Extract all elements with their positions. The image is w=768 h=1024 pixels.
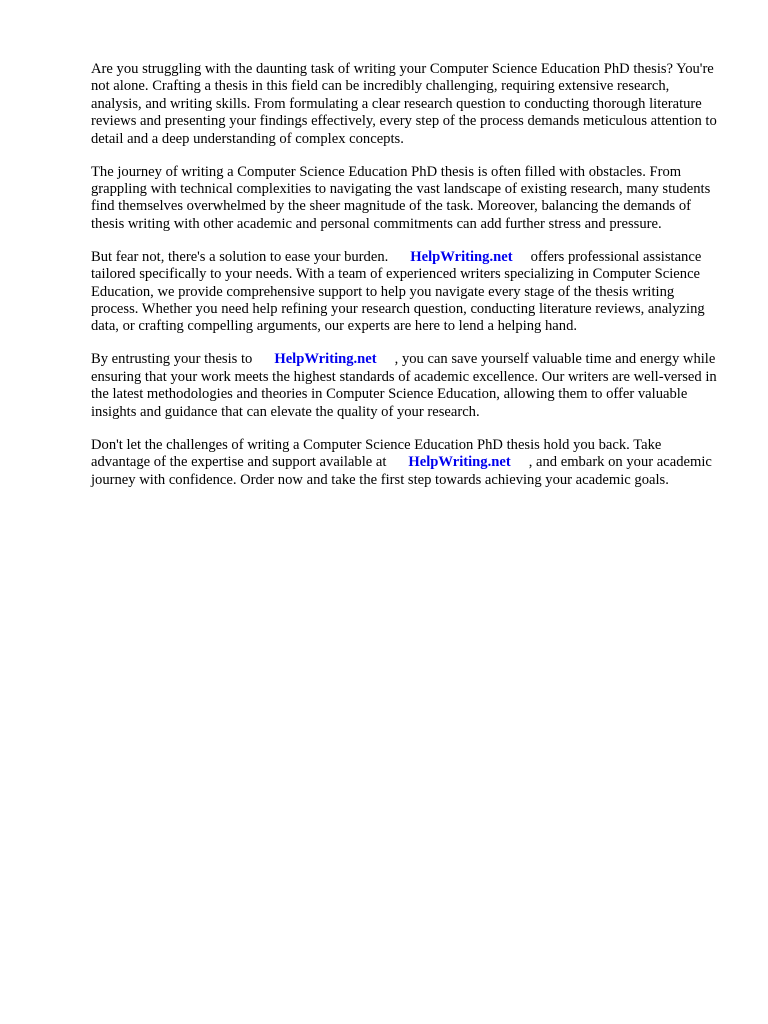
paragraph-entrust-text-after: , you can save yourself valuable time and energy while ensuring that your work meets the highest standards of academic excellence. Our writers are well-versed in the latest methodologies and theories in Computer Science Education, allowing them to offer valuable insights and guidance that can elevate the quality of your research. [91,351,717,420]
paragraph-closing-text-before: Don't let the challenges of writing a Computer Science Education PhD thesis hold you back. Take advantage of the expertise and support available at [91,436,662,471]
document-body [91,61,723,505]
paragraph-obstacles [91,164,723,234]
paragraph-intro [91,61,723,148]
paragraph-intro-text: Are you struggling with the daunting task of writing your Computer Science Education PhD thesis? You're not alone. Crafting a thesis in this field can be incredibly challenging, requiring extensive research, analysis, and writing skills. From formulating a clear research question to conducting thorough literature reviews and presenting your findings effectively, every step of the process demands meticulous attention to detail and a deep understanding of complex concepts. [91,61,717,147]
helpwriting-link[interactable]: HelpWriting.net [410,248,513,265]
paragraph-solution [91,249,723,336]
paragraph-entrust [91,351,723,421]
paragraph-solution-text-before: But fear not, there's a solution to ease your burden. [91,248,389,265]
paragraph-closing [91,437,723,489]
helpwriting-link[interactable]: HelpWriting.net [408,454,511,471]
paragraph-solution-text-after: offers professional assistance tailored specifically to your needs. With a team of experienced writers specializing in Computer Science Education, we provide comprehensive support to help you navigate every stage of the thesis writing process. Whether you need help refining your research question, conducting literature reviews, analyzing data, or crafting compelling arguments, our experts are here to lend a helping hand. [91,248,705,335]
helpwriting-link[interactable]: HelpWriting.net [274,351,377,368]
paragraph-obstacles-text: The journey of writing a Computer Science Education PhD thesis is often filled with obstacles. From grappling with technical complexities to navigating the vast landscape of existing research, many students find themselves overwhelmed by the sheer magnitude of the task. Moreover, balancing the demands of thesis writing with other academic and personal commitments can add further stress and pressure. [91,163,711,232]
paragraph-closing-text-after: , and embark on your academic journey with confidence. Order now and take the first step towards achieving your academic goals. [91,454,712,488]
paragraph-entrust-text-before: By entrusting your thesis to [91,351,253,368]
